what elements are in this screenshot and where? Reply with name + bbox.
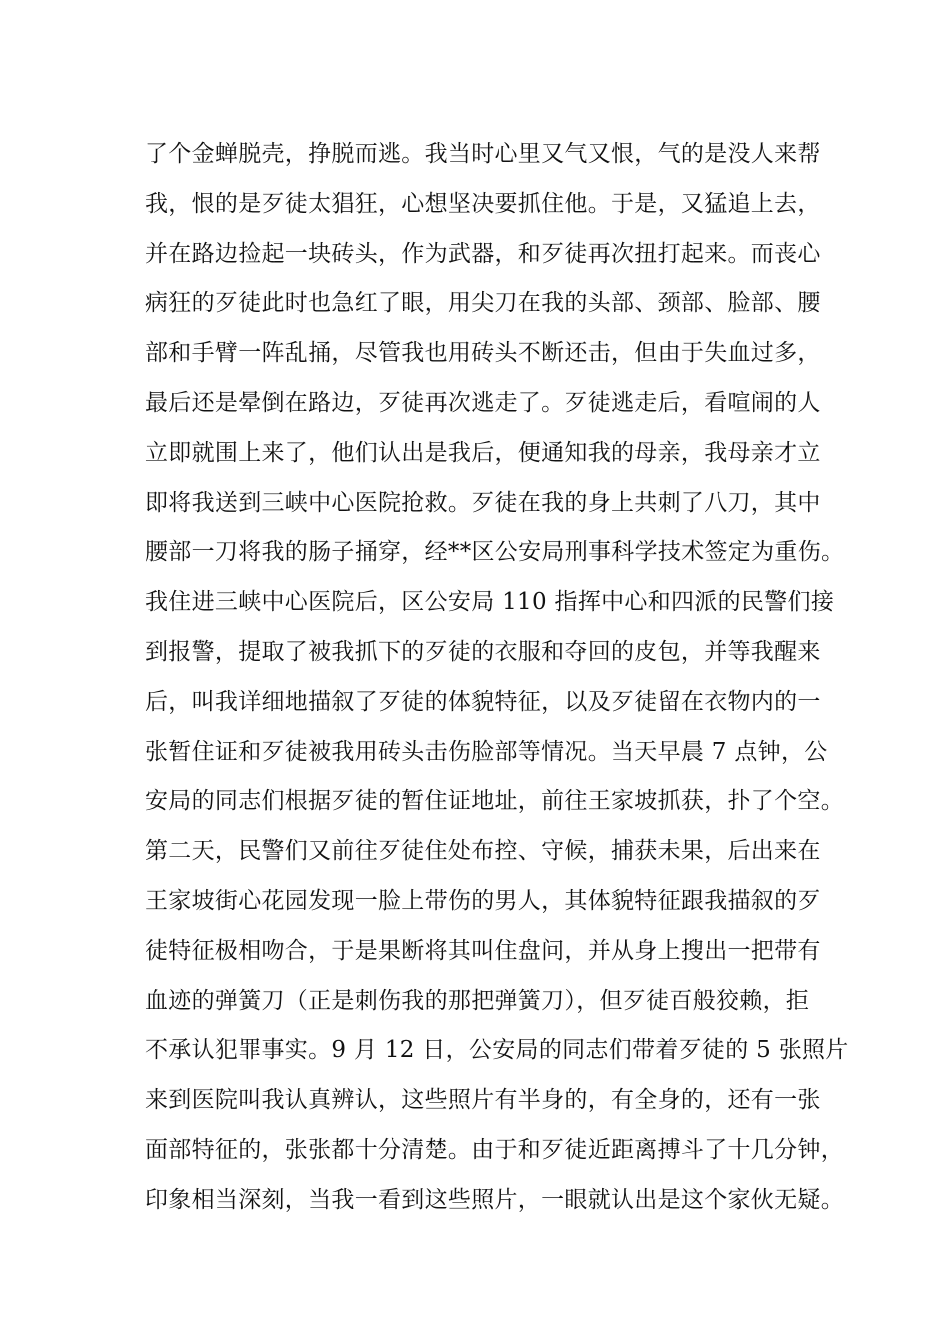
text-line-3: 并在路边捡起一块砖头，作为武器，和歹徒再次扭打起来。而丧心 — [145, 240, 821, 267]
text-line-21: 面部特征的，张张都十分清楚。由于和歹徒近距离搏斗了十几分钟， — [145, 1136, 844, 1163]
text-line-17: 徒特征极相吻合，于是果断将其叫住盘问，并从身上搜出一把带有 — [145, 937, 821, 964]
text-line-2: 我，恨的是歹徒太猖狂，心想坚决要抓住他。于是，又猛追上去， — [145, 190, 821, 217]
text-line-13: 张暂住证和歹徒被我用砖头击伤脸部等情况。当天早晨 7 点钟，公 — [145, 738, 828, 765]
text-line-12: 后，叫我详细地描叙了歹徒的体貌特征，以及歹徒留在衣物内的一 — [145, 688, 821, 715]
text-line-22: 印象相当深刻，当我一看到这些照片，一眼就认出是这个家伙无疑。 — [145, 1186, 844, 1213]
text-line-19: 不承认犯罪事实。9 月 12 日，公安局的同志们带着歹徒的 5 张照片 — [145, 1037, 849, 1064]
text-line-7: 立即就围上来了，他们认出是我后，便通知我的母亲，我母亲才立 — [145, 439, 821, 466]
text-line-18: 血迹的弹簧刀（正是刺伤我的那把弹簧刀），但歹徒百般狡赖，拒 — [145, 987, 810, 1014]
text-line-16: 王家坡街心花园发现一脸上带伤的男人，其体貌特征跟我描叙的歹 — [145, 887, 821, 914]
text-line-5: 部和手臂一阵乱捅，尽管我也用砖头不断还击，但由于失血过多， — [145, 340, 821, 367]
text-line-4: 病狂的歹徒此时也急红了眼，用尖刀在我的头部、颈部、脸部、腰 — [145, 290, 821, 317]
text-line-6: 最后还是晕倒在路边，歹徒再次逃走了。歹徒逃走后，看喧闹的人 — [145, 389, 821, 416]
text-line-20: 来到医院叫我认真辨认，这些照片有半身的，有全身的，还有一张 — [145, 1087, 821, 1114]
text-line-14: 安局的同志们根据歹徒的暂住证地址，前往王家坡抓获，扑了个空。 — [145, 788, 844, 815]
text-line-10: 我住进三峡中心医院后，区公安局 110 指挥中心和四派的民警们接 — [145, 589, 835, 616]
text-line-11: 到报警，提取了被我抓下的歹徒的衣服和夺回的皮包，并等我醒来 — [145, 638, 821, 665]
text-line-8: 即将我送到三峡中心医院抢救。歹徒在我的身上共刺了八刀，其中 — [145, 489, 821, 516]
body-text — [145, 130, 849, 1226]
text-line-9: 腰部一刀将我的肠子捅穿，经**区公安局刑事科学技术签定为重伤。 — [145, 539, 845, 566]
text-line-1: 了个金蝉脱壳，挣脱而逃。我当时心里又气又恨，气的是没人来帮 — [145, 141, 821, 167]
text-line-15: 第二天，民警们又前往歹徒住处布控、守候，捕获未果，后出来在 — [145, 838, 821, 865]
